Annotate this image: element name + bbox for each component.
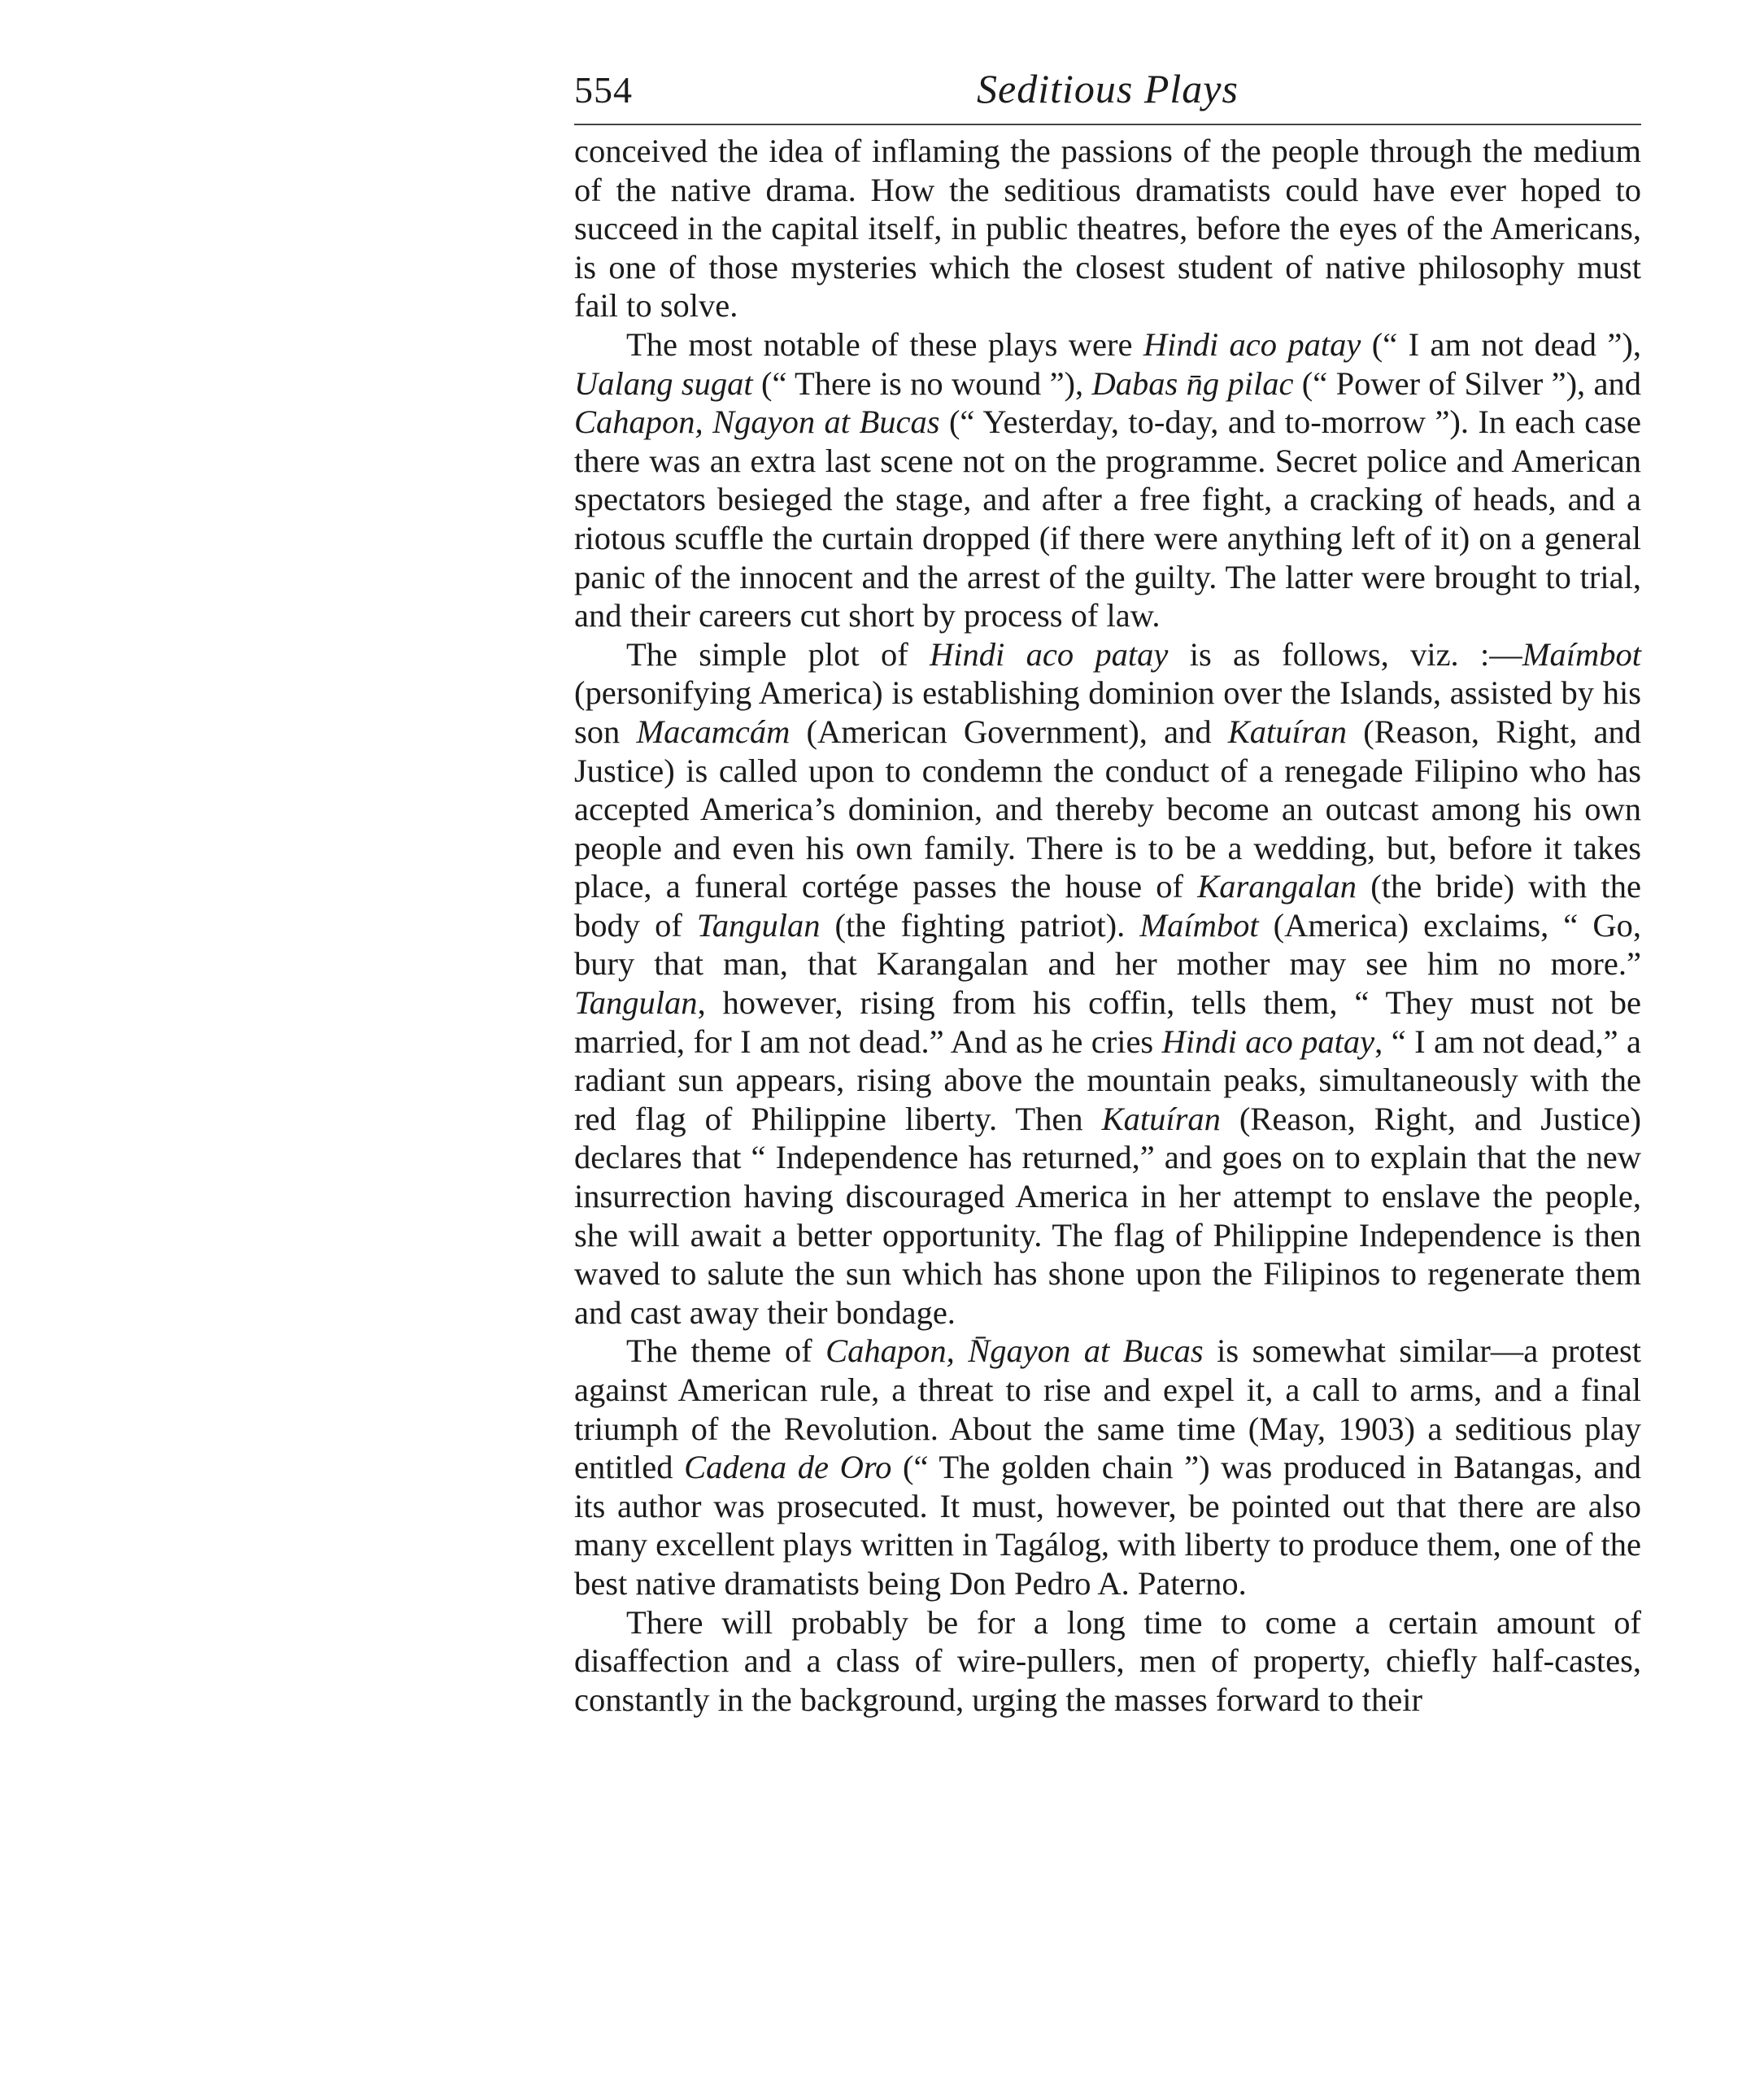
text-run: (the fighting patriot). bbox=[820, 906, 1140, 944]
italic-title: Karangalan bbox=[1197, 868, 1357, 905]
text-run: (“ Yesterday, to-day, and to-morrow ”). In each case there was an extra last scene not on the programme. Secret police and American spectators besieged the stage, and after a free fight, a cracking of heads, and a riotous scuffle the curtain dropped (if there were anything left of it) on a general panic of the innocent and the arrest of the guilty. The latter were brought to trial, and their careers cut short by process of law. bbox=[574, 403, 1642, 634]
italic-title: Tangulan bbox=[696, 906, 821, 944]
italic-title: Maímbot bbox=[1139, 906, 1259, 944]
text-run: (personifying America) is establishing dominion over the Islands, assisted by his son bbox=[574, 674, 1641, 750]
italic-title: Macamcám bbox=[636, 713, 791, 750]
italic-title: Tangulan bbox=[574, 984, 698, 1022]
text-run: There will probably be for a long time to come a certain amount of disaffection and a class of wire-pullers, men of property, chiefly half-castes, constantly in the background, urging the masses forward to their bbox=[574, 1603, 1641, 1718]
text-run: (“ Power of Silver ”), and bbox=[1293, 364, 1641, 402]
italic-title: Cahapon, N̄gayon at Bucas bbox=[825, 1332, 1204, 1370]
text-run: (the bride) with the body of bbox=[574, 868, 1641, 944]
paragraph bbox=[574, 1603, 1641, 1720]
italic-title: Katuíran bbox=[1101, 1100, 1221, 1137]
italic-title: Maímbot bbox=[1522, 635, 1642, 673]
italic-title: Ualang sugat bbox=[574, 364, 753, 402]
text-run: conceived the idea of inflaming the passions of the people through the medium of the native drama. How the seditious dramatists could have ever hoped to succeed in the capital itself, in public theatres, before the eyes of the Americans, is one of those mysteries which the closest student of native philosophy must fail to solve. bbox=[574, 133, 1641, 325]
text-run: (American Government), and bbox=[790, 713, 1228, 750]
paragraph bbox=[574, 325, 1641, 635]
italic-title: Katuíran bbox=[1227, 713, 1348, 750]
paragraph bbox=[574, 1332, 1641, 1602]
text-run: (“ I am not dead ”), bbox=[1361, 325, 1641, 363]
italic-title: Hindi aco patay bbox=[1143, 325, 1361, 363]
header-rule bbox=[574, 124, 1641, 125]
italic-title: Cahapon, Ngayon at Bucas bbox=[574, 403, 940, 441]
text-run: (Reason, Right, and Justice) declares that “ Independence has returned,” and goes on to explain that the new insurrection having discouraged America in her attempt to enslave the people, she will await a better opportunity. The flag of Philippine Independence is then waved to salute the sun which has shone upon the Filipinos to regenerate them and cast away their bondage. bbox=[574, 1100, 1641, 1331]
text-run: The theme of bbox=[626, 1332, 826, 1370]
paragraph bbox=[574, 132, 1641, 325]
body-text bbox=[574, 132, 1641, 1719]
text-run: (“ There is no wound ”), bbox=[752, 364, 1092, 402]
text-run: , “ I am not dead,” a radiant sun appears, rising above the mountain peaks, simultaneously with the red flag of Philippine liberty. Then bbox=[574, 1023, 1641, 1137]
paragraph bbox=[574, 635, 1641, 1332]
page-number: 554 bbox=[574, 69, 633, 111]
text-run: The most notable of these plays were bbox=[626, 325, 1143, 363]
italic-title: Dabas n̄g pilac bbox=[1091, 364, 1294, 402]
text-run: (Reason, Right, and Justice) is called upon to condemn the conduct of a renegade Filipino who has accepted America’s dominion, and thereby become an outcast among his own people and even his own family. There is to be a wedding, but, before it takes place, a funeral cortége passes the house of bbox=[574, 713, 1641, 905]
running-head bbox=[574, 57, 1641, 124]
book-page bbox=[574, 57, 1641, 1719]
text-run: (“ The golden chain ”) was produced in Batangas, and its author was prosecuted. It must, however, be pointed out that there are also many excellent plays written in Tagálog, with liberty to produce them, one of the best native dramatists being Don Pedro A. Paterno. bbox=[574, 1449, 1641, 1602]
running-title: Seditious Plays bbox=[977, 66, 1239, 111]
italic-title: Cadena de Oro bbox=[684, 1449, 892, 1486]
text-run: (America) exclaims, “ Go, bury that man, that Karangalan and her mother may see him no more.” bbox=[574, 906, 1641, 983]
italic-title: Hindi aco patay bbox=[1161, 1023, 1375, 1060]
text-run: is somewhat similar—a protest against American rule, a threat to rise and expel it, a call to arms, and a final triumph of the Revolution. About the same time (May, 1903) a seditious play entitled bbox=[574, 1332, 1641, 1486]
text-run: The simple plot of bbox=[626, 635, 930, 673]
text-run: , however, rising from his coffin, tells them, “ They must not be married, for I am not dead.” And as he cries bbox=[574, 984, 1641, 1060]
italic-title: Hindi aco patay bbox=[930, 635, 1169, 673]
text-run: is as follows, viz. :— bbox=[1168, 635, 1522, 673]
